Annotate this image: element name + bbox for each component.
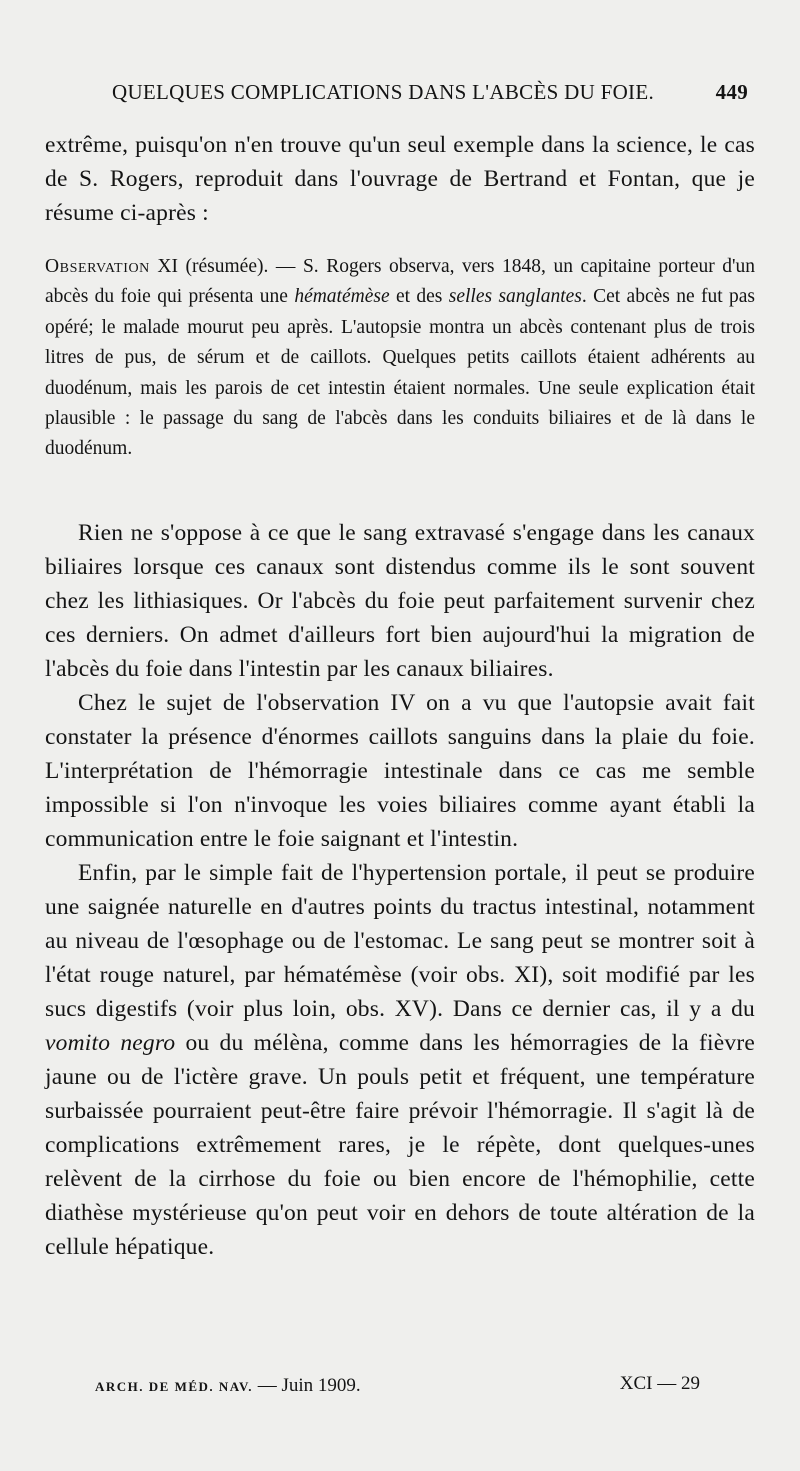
page-header (112, 80, 748, 116)
observation-number: XI (résumée). (157, 256, 269, 277)
page-number: 449 (715, 80, 748, 104)
running-title: QUELQUES COMPLICATIONS DANS L'ABCÈS DU FOIE. (112, 80, 655, 104)
observation-label: Observation (45, 256, 150, 277)
paragraph-3-italic: vomito negro (45, 1030, 176, 1056)
paragraph-3-part-b: ou du mélèna, comme dans les hémorragies de la fièvre jaune ou de l'ictère grave. Un pouls petit et fréquent, une température surbaissée pourraient peut-être faire prévoir l'hémorragie. Il s'agit là de complications extrêmement rares, je le répète, dont quelques-unes relèvent de la cirrhose du foie ou bien encore de l'hémophilie, cette diathèse mystérieuse qu'on peut voir en dehors de toute altération de la cellule hépatique. (45, 1030, 755, 1260)
observation-italic-1: hématémèse (294, 286, 390, 308)
intro-text: extrême, puisqu'on n'en trouve qu'un seul exemple dans la science, le cas de S. Rogers, reproduit dans l'ouvrage de Bertrand et Fontan, que je résume ci-après : (45, 132, 755, 226)
page-footer (95, 1373, 700, 1403)
observation-italic-2: selles sanglantes (448, 286, 582, 308)
intro-paragraph (45, 128, 755, 230)
observation-paragraph (45, 252, 755, 465)
observation-xi (45, 252, 755, 465)
journal-date: — Juin 1909. (252, 1375, 361, 1396)
printer-signature: XCI — 29 (619, 1373, 700, 1394)
paragraph-3-part-a: Enfin, par le simple fait de l'hypertension portale, il peut se produire une saignée naturelle en d'autres points du tractus intestinal, notamment au niveau de l'œsophage ou de l'estomac. Le sang peut se montrer soit à l'état rouge naturel, par hématémèse (voir obs. XI), soit modifié par les sucs digestifs (voir plus loin, obs. XV). Dans ce dernier cas, il y a du (45, 860, 755, 1022)
observation-text-3: . Cet abcès ne fut pas opéré; le malade mourut peu après. L'autopsie montra un abcès contenant plus de trois litres de pus, de sérum et de caillots. Quelques petits caillots étaient adhérents au duodénum, mais les parois de cet intestin étaient normales. Une seule explication était plausible : le passage du sang de l'abcès dans les conduits biliaires et de là dans le duodénum. (45, 286, 755, 460)
journal-abbreviation: ARCH. DE MÉD. NAV. (95, 1379, 253, 1394)
observation-text-2: et des (389, 286, 449, 308)
paragraph-3 (45, 856, 755, 1264)
main-text (45, 516, 755, 1264)
paragraph-2: Chez le sujet de l'observation IV on a vu que l'autopsie avait fait constater la présence d'énormes caillots sanguins dans la plaie du foie. L'interprétation de l'hémorragie intestinale dans ce cas me semble impossible si l'on n'invoque les voies biliaires comme ayant établi la communication entre le foie saignant et l'intestin. (45, 690, 755, 852)
paragraph-1: Rien ne s'oppose à ce que le sang extravasé s'engage dans les canaux biliaires lorsque ces canaux sont distendus comme ils le sont souvent chez les lithiasiques. Or l'abcès du foie peut parfaitement survenir chez ces derniers. On admet d'ailleurs fort bien aujourd'hui la migration de l'abcès du foie dans l'intestin par les canaux biliaires. (45, 520, 755, 682)
observation-text-1: — S. Rogers observa, vers 1848, un capitaine porteur d'un abcès du foie qui présenta une (45, 256, 756, 308)
journal-reference (95, 1375, 361, 1397)
